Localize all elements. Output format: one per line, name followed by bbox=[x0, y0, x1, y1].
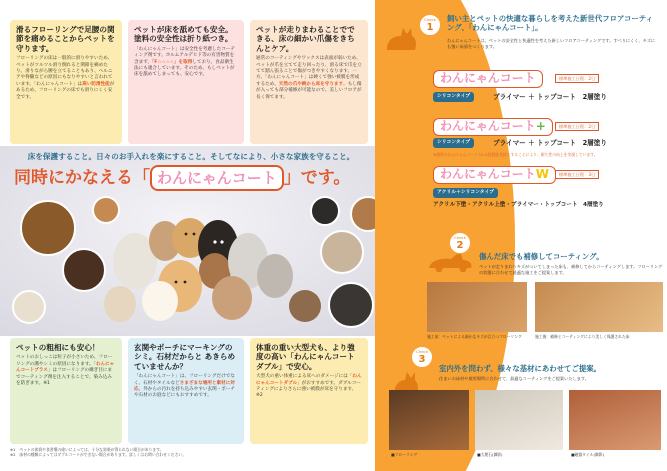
flooring-photo bbox=[389, 390, 469, 450]
photo-caption: ■磁器タイル(御影) bbox=[571, 452, 605, 457]
section2-title: 傷んだ床でも補修してコーティング。 bbox=[479, 252, 604, 261]
card-body: 大型犬の重い体重による床へのダメージには「わんにゃんコートダブル」がおすすめです。ダブルコーティングによりさらに強い被膜が床を守ります。※2 bbox=[256, 374, 362, 399]
card-scratch-care bbox=[250, 20, 368, 144]
tile-photo bbox=[569, 390, 661, 450]
footnotes: ※1 ペットの体質や食習慣の違いによっては、十分な効果が得られない場合があります。 ※2 床材の種類によってはダブルコートができない場合があります。詳しくはお問い合わせください。 bbox=[10, 447, 186, 458]
section3-body: 住まいの床材や使用場所に合わせて、最適なコーティングをご提案いたします。 bbox=[439, 376, 589, 381]
section1-body: わんにゃんコートは、ペットの安全性と快適性を考えた新しいフロアコーティングです。すべりにくく、キズにも強い床面をつくります。 bbox=[447, 38, 656, 49]
card-title: 体重の重い大型犬も、より強度の高い「わんにゃんコートダブル」で安心。 bbox=[256, 343, 355, 371]
product-spec: プライマー ＋ トップコート 2層塗り bbox=[493, 93, 607, 101]
card-title: 滑るフローリングで足腰の関節を痛めることからペットを守ります。 bbox=[16, 25, 115, 53]
product-logo: わんにゃんコートW bbox=[433, 166, 556, 184]
card-safety bbox=[128, 20, 244, 144]
card-slip-resistance bbox=[10, 20, 122, 144]
card-body: ペットのおしっこは粒子が小さいため、フローリングの溝やシミの原因になります。「わんにゃんコートプラス」はフローリングの継ぎ目にまでコーティング剤を注入することで、染み込みを防ぎます。※1 bbox=[16, 355, 115, 387]
dog-photo-circle bbox=[12, 290, 46, 324]
product-type-pill: シリコンタイプ bbox=[433, 92, 474, 102]
check-badge-2: Check 2 bbox=[449, 232, 471, 254]
product-logo: わんにゃんコート+ bbox=[433, 118, 553, 136]
dog-silhouette-icon bbox=[427, 250, 475, 274]
photo-caption: 施工後：補修とコーティングにより美しく保護された床 bbox=[535, 334, 630, 339]
product-type-pill: アクリル＋シリコンタイプ bbox=[433, 188, 498, 198]
check-badge-3: Check 3 bbox=[411, 346, 433, 368]
section1-title: 飼い主とペットの快適な暮らしを考えた新世代フロアコーティング、「わんにゃんコート」。 bbox=[447, 14, 653, 33]
card-accident bbox=[10, 338, 122, 444]
wannyan-logo: わんにゃんコート bbox=[150, 165, 284, 191]
card-title: ペットの粗相にも安心！ bbox=[16, 343, 100, 352]
dog-photo-circle bbox=[310, 196, 340, 226]
cat-silhouette-icon bbox=[383, 24, 419, 54]
card-body: 通常のコーティングやワックスは表面が弱いため、ペットが爪を立てて走り回ったり、滑る床で爪を立てて踏ん張ることで傷がつきやすくなります。一方、「わんにゃんコート」は硬くて強い被膜を形成するため、天然の爪や鉤から床を守ります。もし傷が入っても部分補修が可能なので、美しいフロアが長く保てます。 bbox=[256, 56, 362, 100]
band-subtitle: 床を保護すること。日々のお手入れを楽にすること。そしてなにより、小さな家族を守ること。 bbox=[27, 152, 355, 161]
product-note: ※通常のわんにゃんコートの1.5倍程度長持ちすることにより、耐久性の向上を実現しています。 bbox=[433, 152, 598, 157]
product-schedule-tag: 標準施工日程：2日 bbox=[555, 122, 599, 131]
floor-after-photo bbox=[535, 282, 663, 332]
right-page bbox=[375, 0, 667, 471]
product-spec: プライマー ＋ トップコート 2層塗り bbox=[493, 139, 607, 147]
dog-photo-circle bbox=[62, 248, 106, 292]
card-body: 「わんにゃんコート」は安全性を考慮したコーティング剤です。ホルムアルデヒド等の有害物質を含まず、「F☆☆☆☆」を取得しており、食品衛生法にも適合しています。そのため、もしペットが床を舐めてしまっても、安心です。 bbox=[134, 46, 235, 78]
card-body: フローリングの床は一般的に滑りやすいため、ペットがツルツル滑り倒れると関節を痛めたり、滑りながら腰を立てることもあり、ヘルニアや脊髄などの原因にもなりやすいと言われています。「わんにゃんコート」は高い防滑性能があるため、フローリングの床でも滑りにくく安全です。 bbox=[16, 56, 115, 100]
floor-before-photo bbox=[427, 282, 527, 332]
product-type-pill: シリコンタイプ bbox=[433, 138, 474, 148]
cat-photo-circle bbox=[320, 230, 364, 274]
photo-caption: 施工前：ペットによる細かなキズが目立つフローリング bbox=[427, 334, 522, 339]
card-title: ペットが走りまわることでできる、床の細かい爪傷をきちんとケア。 bbox=[256, 25, 355, 53]
product-spec: アクリル下塗・アクリル上塗・プライマー・トップコート 4層塗り bbox=[433, 202, 604, 208]
dog-photo-circle bbox=[92, 196, 120, 224]
section2-body: ペットが走りまわりキズがついてしまった床も、補修してからコーティングします。フローリングの状態に合わせて最適な施工をご提案します。 bbox=[479, 264, 663, 275]
marble-photo bbox=[475, 390, 563, 450]
product-schedule-tag: 標準施工日程：2日 bbox=[555, 74, 599, 83]
product-schedule-tag: 標準施工日程：3日 bbox=[555, 170, 599, 179]
photo-caption: ■フローリング bbox=[391, 452, 418, 457]
cat-photo-circle bbox=[328, 282, 374, 328]
section3-title: 室内外を問わず、様々な基材にあわせてご提案。 bbox=[439, 364, 602, 373]
card-entrance bbox=[128, 338, 244, 444]
dog-photo-circle bbox=[20, 200, 76, 256]
check-badge-1: Check 1 bbox=[419, 14, 441, 36]
band-title: 同時にかなえる「 わんにゃんコート 」です。 bbox=[14, 165, 364, 191]
card-body: 「わんにゃんコート」は、フローリングだけでなく、石材やタイルなどさまざまな場所と素材に対応。外からの汚れを持ち込みやすい玄関・ポーチや石材のお庭などにもおすすめです。 bbox=[134, 374, 236, 399]
card-title: ペットが床を舐めても安全。塗料の安全性は折り紙つき。 bbox=[134, 25, 233, 44]
photo-caption: ■大理石(御影) bbox=[477, 452, 503, 457]
product-logo: わんにゃんコート bbox=[433, 70, 543, 88]
card-large-dogs bbox=[250, 338, 368, 444]
card-title: 玄関やポーチにマーキングのシミ。石材だからと あきらめていませんか？ bbox=[134, 343, 236, 371]
